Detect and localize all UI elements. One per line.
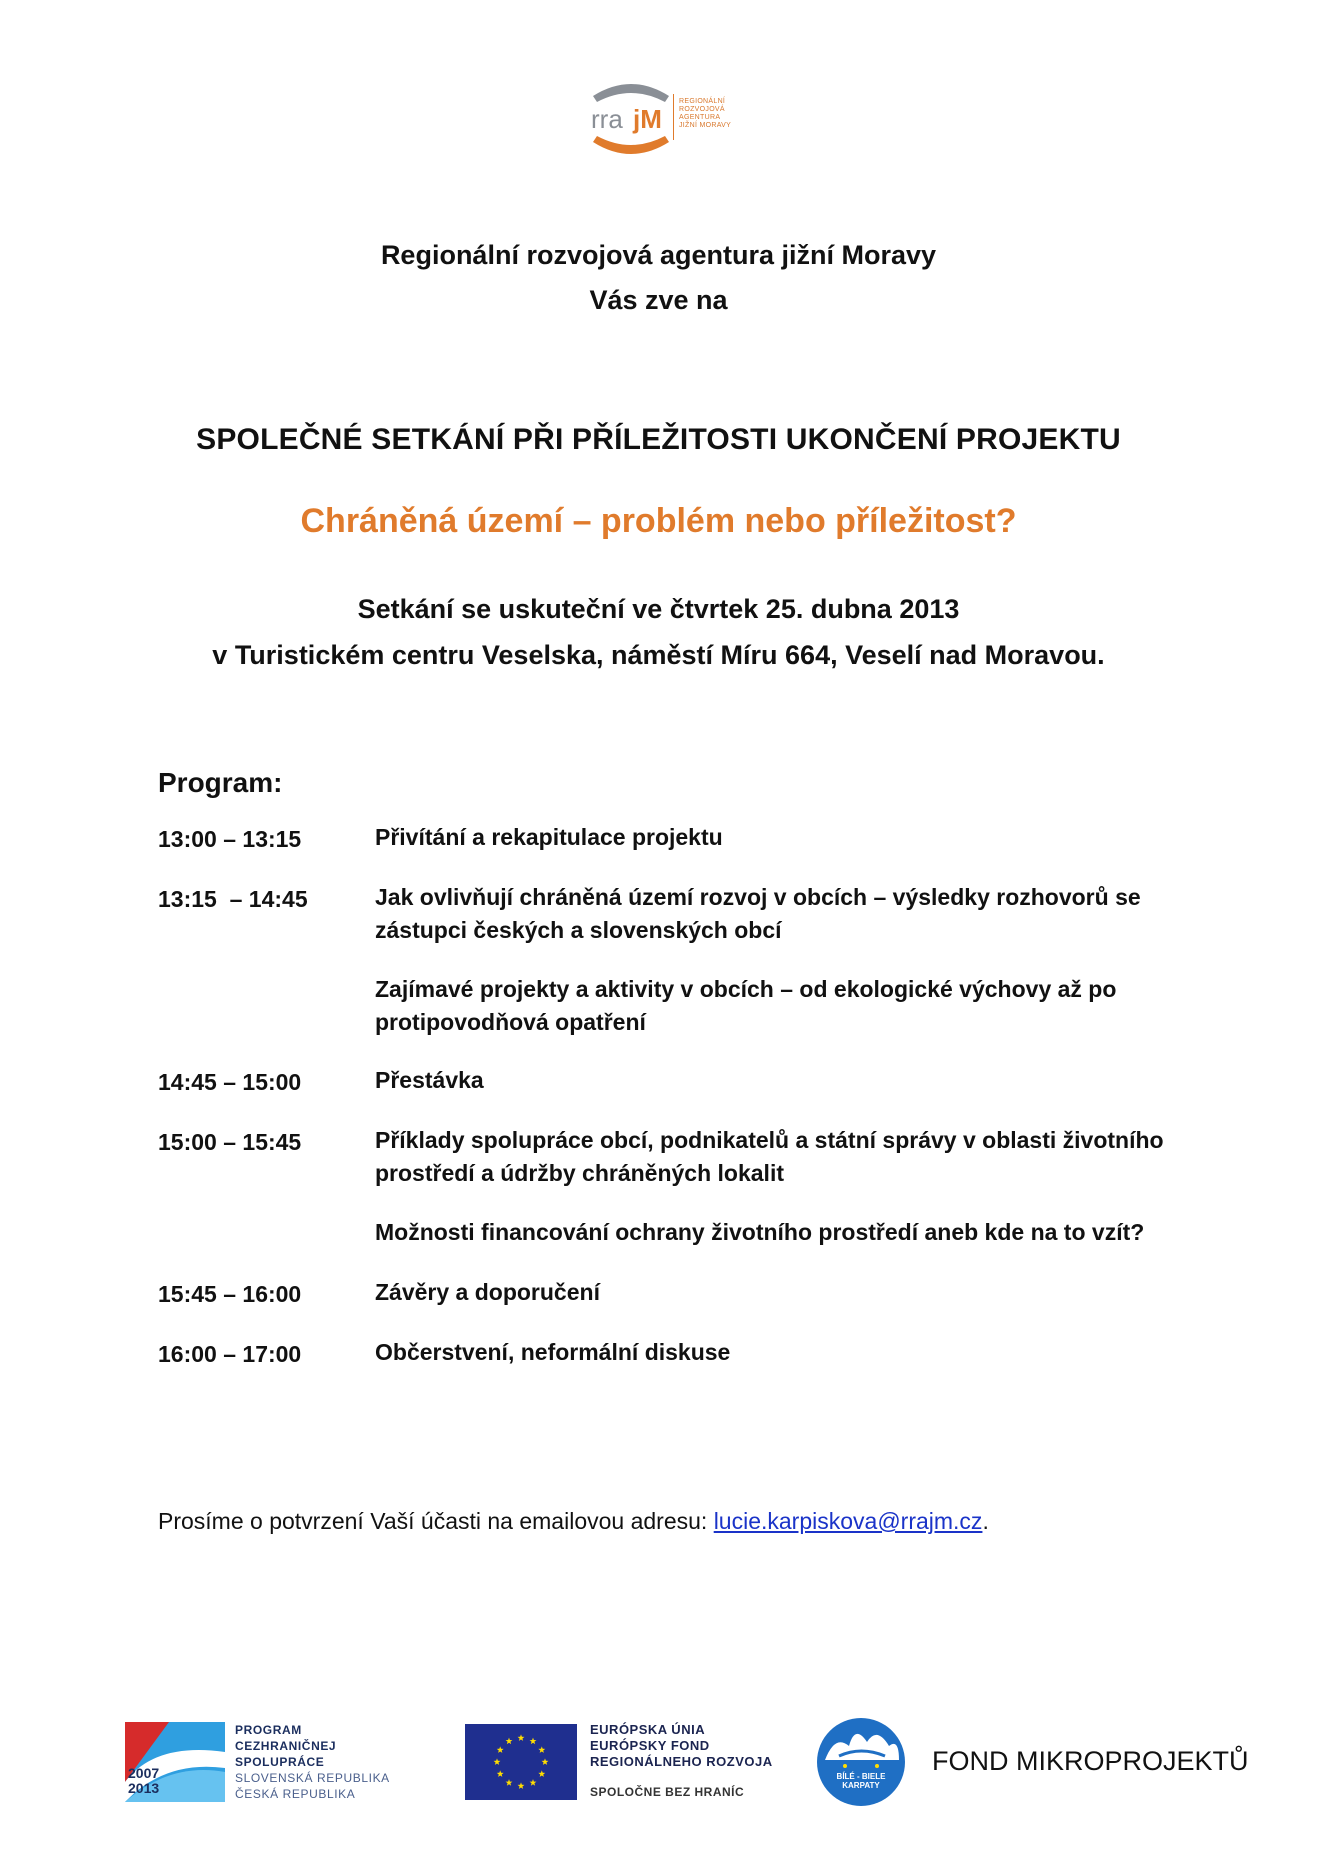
bile-karpaty-text bbox=[815, 1772, 907, 1790]
cbc-year-end: 2013 bbox=[128, 1780, 160, 1796]
bile-karpaty-line: BÍLÉ - BIELE bbox=[836, 1772, 886, 1781]
logo-lettering-line: ROZVOJOVÁ bbox=[679, 106, 725, 113]
program-time: 13:00 – 13:15 bbox=[158, 826, 302, 852]
event-date: Setkání se uskuteční ve čtvrtek 25. dubna 2013 bbox=[357, 594, 960, 624]
bile-karpaty-line: KARPATY bbox=[842, 1781, 880, 1790]
program-item: Občerstvení, neformální diskuse bbox=[375, 1339, 731, 1365]
logo-divider bbox=[673, 94, 674, 140]
program-item: Přestávka bbox=[375, 1067, 484, 1093]
rsvp-text: Prosíme o potvrzení Vaší účasti na emailovou adresu: bbox=[158, 1508, 714, 1534]
logo-lettering-line: AGENTURA bbox=[679, 114, 721, 121]
logo-lettering-line: JIŽNÍ MORAVY bbox=[679, 122, 732, 129]
cross-border-program-logo bbox=[125, 1722, 425, 1804]
cbc-line: SLOVENSKÁ REPUBLIKA bbox=[235, 1771, 390, 1785]
cbc-line: ČESKÁ REPUBLIKA bbox=[235, 1787, 356, 1801]
cbc-text bbox=[235, 1722, 390, 1802]
cbc-line: CEZHRANIČNEJ bbox=[235, 1739, 337, 1753]
program-item: Přivítání a rekapitulace projektu bbox=[375, 824, 723, 850]
eu-flag-icon bbox=[465, 1724, 577, 1800]
bile-karpaty-icon bbox=[815, 1716, 907, 1808]
logo-lettering-line: REGIONÁLNÍ bbox=[679, 98, 726, 105]
svg-text:jM: jM bbox=[633, 104, 662, 134]
eu-fund-logo bbox=[465, 1722, 795, 1804]
program-item: Závěry a doporučení bbox=[375, 1279, 600, 1305]
program-item: Zajímavé projekty a aktivity v obcích – od ekologické výchovy až po protipovodňová opatření bbox=[375, 976, 1117, 1035]
program-time: 15:00 – 15:45 bbox=[158, 1129, 302, 1155]
logo-lettering bbox=[679, 98, 731, 130]
eu-text bbox=[590, 1722, 773, 1800]
eu-line: REGIONÁLNEHO ROZVOJA bbox=[590, 1754, 773, 1769]
rsvp-line bbox=[158, 1508, 989, 1535]
program-item: Možnosti financování ochrany životního prostředí aneb kde na to vzít? bbox=[375, 1219, 1145, 1245]
eu-line: EURÓPSKA ÚNIA bbox=[590, 1722, 706, 1737]
cbc-years bbox=[128, 1766, 159, 1796]
organization-name: Regionální rozvojová agentura jižní Moravy bbox=[380, 240, 937, 270]
cbc-line: SPOLUPRÁCE bbox=[235, 1755, 325, 1769]
cbc-line: PROGRAM bbox=[235, 1723, 302, 1737]
program-time: 16:00 – 17:00 bbox=[158, 1341, 302, 1367]
rsvp-email-link[interactable]: lucie.karpiskova@rrajm.cz bbox=[713, 1508, 983, 1534]
bile-karpaty-logo bbox=[815, 1716, 907, 1808]
program-time: 15:45 – 16:00 bbox=[158, 1281, 302, 1307]
rsvp-suffix: . bbox=[982, 1508, 989, 1534]
eu-line: EURÓPSKY FOND bbox=[590, 1738, 710, 1753]
event-subtitle: Chráněná území – problém nebo příležitost? bbox=[300, 502, 1017, 540]
eu-motto: SPOLOČNE BEZ HRANÍC bbox=[590, 1785, 745, 1799]
program-time: 13:15 – 14:45 bbox=[158, 886, 308, 912]
rrajm-logo bbox=[585, 76, 745, 162]
invitation-line: Vás zve na bbox=[589, 285, 728, 315]
program-item: Příklady spolupráce obcí, podnikatelů a státní správy v oblasti životního prostředí a údržby chráněných lokalit bbox=[375, 1127, 1164, 1186]
program-time: 14:45 – 15:00 bbox=[158, 1069, 302, 1095]
program-item: Jak ovlivňují chráněná území rozvoj v obcích – výsledky rozhovorů se zástupci českých a slovenských obcí bbox=[375, 884, 1141, 943]
rrajm-logo-mark bbox=[585, 76, 677, 162]
fund-label: FOND MIKROPROJEKTŮ bbox=[932, 1746, 1249, 1776]
event-title: SPOLEČNÉ SETKÁNÍ PŘI PŘÍLEŽITOSTI UKONČENÍ PROJEKTU bbox=[196, 423, 1121, 456]
svg-text:rra: rra bbox=[591, 104, 623, 134]
program-heading: Program: bbox=[158, 767, 283, 798]
event-place: v Turistickém centru Veselska, náměstí Míru 664, Veselí nad Moravou. bbox=[212, 640, 1105, 670]
cbc-year-start: 2007 bbox=[128, 1765, 160, 1781]
